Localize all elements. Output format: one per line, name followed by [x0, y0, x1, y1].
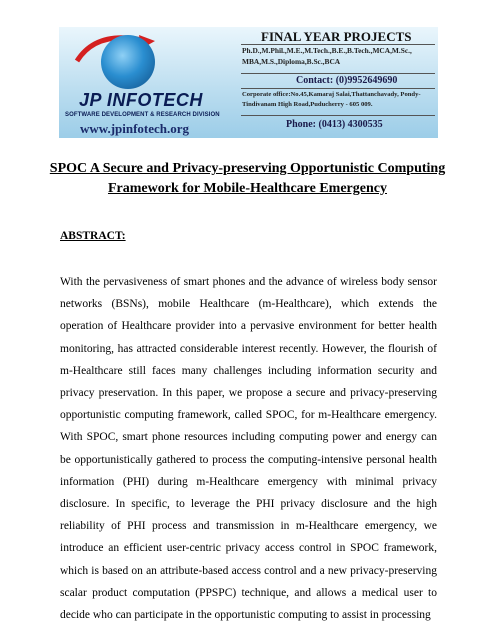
- banner-title: FINAL YEAR PROJECTS: [261, 29, 412, 44]
- globe-logo-icon: [101, 35, 155, 89]
- address: Corporate office:No.45,Kamaraj Salai,Thattanchavady, Pondy-Tindivanam High Road,Puducherry - 605 009.: [242, 91, 421, 108]
- logo-name: JP INFOTECH: [79, 90, 203, 110]
- logo-subtitle: SOFTWARE DEVELOPMENT & RESEARCH DIVISION: [65, 112, 220, 118]
- divider: [241, 73, 435, 74]
- abstract-heading: ABSTRACT:: [60, 230, 126, 242]
- contact-number: Contact: (0)9952649690: [296, 75, 398, 86]
- divider: [241, 115, 435, 116]
- phone-number: Phone: (0413) 4300535: [286, 119, 383, 130]
- divider: [241, 88, 435, 89]
- document-title: SPOC A Secure and Privacy-preserving Opportunistic Computing Framework for Mobile-Healthcare Emergency: [49, 161, 446, 196]
- degrees-list: Ph.D.,M.Phil.,M.E.,M.Tech.,B.E.,B.Tech.,MCA,M.Sc., MBA,M.S.,Diploma,B.Sc.,BCA: [242, 46, 412, 66]
- abstract-text: With the pervasiveness of smart phones and the advance of wireless body sensor networks (BSNs), mobile Healthcare (m-Healthcare), which extends the operation of Healthcare provider into a pervasive environment for better health monitoring, has attracted considerable interest recently. However, the flourish of m-Healthcare still faces many challenges including information security and privacy preservation. In this paper, we propose a secure and privacy-preserving opportunistic computing framework, called SPOC, for m-Healthcare emergency. With SPOC, smart phone resources including computing power and energy can be opportunistically gathered to process the computing-intensive personal health information (PHI) during m-Healthcare emergency with minimal privacy disclosure. In specific, to leverage the PHI privacy disclosure and the high reliability of PHI process and transmission in m-Healthcare emergency, we introduce an efficient user-centric privacy access control in SPOC framework, which is based on an attribute-based access control and a new privacy-preserving scalar product computation (PPSPC) technique, and allows a medical user to decide who can participate in the opportunistic computing to assist in processing: [60, 276, 437, 622]
- header-banner: [59, 27, 438, 138]
- website-link[interactable]: www.jpinfotech.org: [80, 121, 190, 136]
